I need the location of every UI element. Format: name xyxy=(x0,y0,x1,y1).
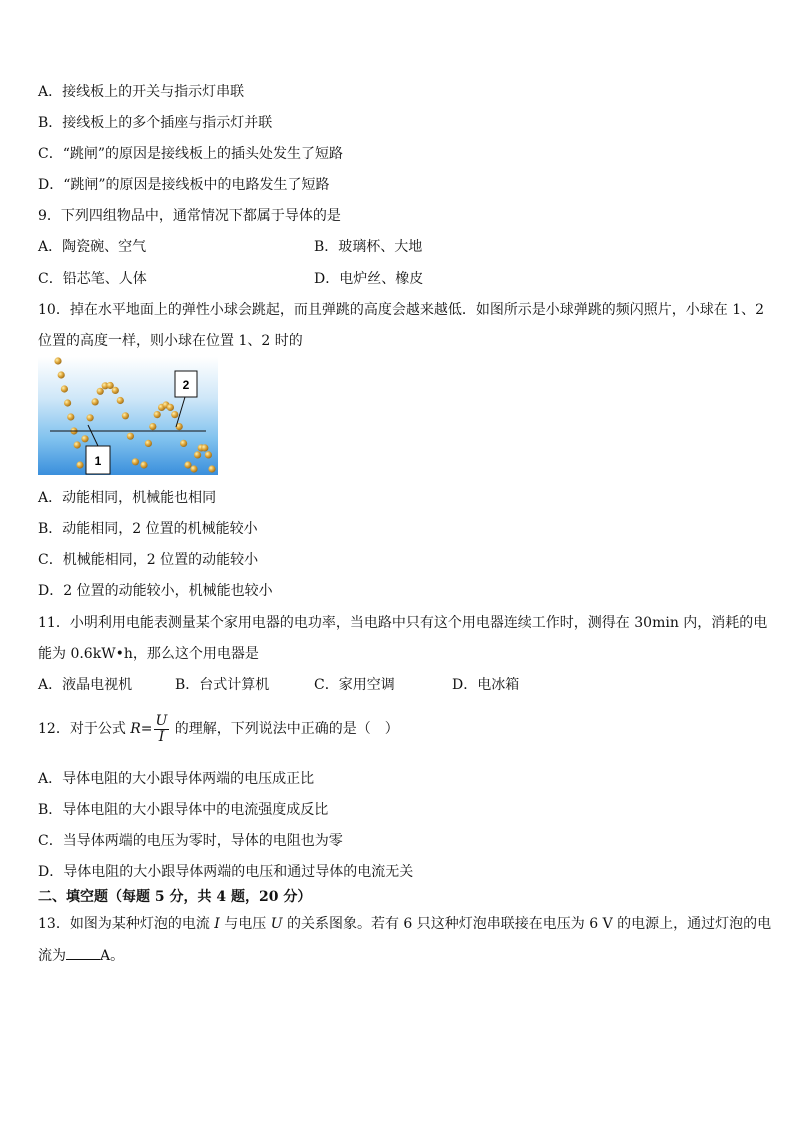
ball xyxy=(149,423,156,430)
ball xyxy=(58,371,65,378)
q10-option-a: A．动能相同，机械能也相同 xyxy=(38,490,217,506)
q8-option-d: D．“跳闸”的原因是接线板中的电路发生了短路 xyxy=(38,177,330,193)
ball xyxy=(140,461,147,468)
q12-stem-prefix: 12．对于公式 xyxy=(38,721,131,737)
ball xyxy=(112,387,119,394)
q12-stem-suffix: 的理解，下列说法中正确的是（ ） xyxy=(170,721,399,737)
q10-option-c: C．机械能相同，2 位置的动能较小 xyxy=(38,552,259,568)
q11-option-d: D．电冰箱 xyxy=(452,677,520,693)
ball xyxy=(145,440,152,447)
ball xyxy=(74,441,81,448)
formula-fraction xyxy=(154,714,170,745)
q13-stem-line2 xyxy=(38,946,124,965)
formula-denominator: I xyxy=(158,728,165,745)
ball xyxy=(171,411,178,418)
ball xyxy=(205,451,212,458)
q8-option-c: C．“跳闸”的原因是接线板上的插头处发生了短路 xyxy=(38,146,344,162)
answer-blank[interactable] xyxy=(66,946,100,960)
formula-lhs: R= xyxy=(130,721,153,737)
q10-option-d: D．2 位置的动能较小，机械能也较小 xyxy=(38,583,273,599)
ball xyxy=(67,413,74,420)
ball xyxy=(81,435,88,442)
ball xyxy=(208,465,215,472)
ball xyxy=(154,411,161,418)
ball xyxy=(127,433,134,440)
q8-option-a: A．接线板上的开关与指示灯串联 xyxy=(38,84,245,100)
q10-stem-line1: 10．掉在水平地面上的弹性小球会跳起，而且弹跳的高度会越来越低．如图所示是小球弹跳的频闪照片，小球在 1、2 xyxy=(38,302,765,318)
q10-option-b: B．动能相同，2 位置的机械能较小 xyxy=(38,521,258,537)
q9-option-a: A．陶瓷碗、空气 xyxy=(38,239,147,255)
ball xyxy=(194,451,201,458)
ball xyxy=(92,398,99,405)
ball xyxy=(97,388,104,395)
q12-stem xyxy=(38,712,399,746)
q9-option-c: C．铅芯笔、人体 xyxy=(38,271,147,287)
q13-stem-line1 xyxy=(38,915,771,933)
q11-stem-line1: 11．小明利用电能表测量某个家用电器的电功率，当电路中只有这个用电器连续工作时，测得在 30min 内，消耗的电 xyxy=(38,615,768,631)
ball xyxy=(190,465,197,472)
ball xyxy=(132,458,139,465)
q13-var-u: U xyxy=(270,916,283,932)
q13-var-i: I xyxy=(214,916,220,932)
q13-part3: 的关系图象。若有 6 只这种灯泡串联接在电压为 6 V 的电源上，通过灯泡的电 xyxy=(282,916,772,932)
position-label-2: 2 xyxy=(182,378,190,392)
q8-option-b: B．接线板上的多个插座与指示灯并联 xyxy=(38,115,273,131)
q12-option-a: A．导体电阻的大小跟导体两端的电压成正比 xyxy=(38,771,315,787)
formula-numerator: U xyxy=(155,712,168,729)
ball xyxy=(87,414,94,421)
q12-option-c: C．当导体两端的电压为零时，导体的电阻也为零 xyxy=(38,833,343,849)
q9-option-b: B．玻璃杯、大地 xyxy=(314,239,423,255)
q13-line2-after: A。 xyxy=(100,948,125,964)
q13-part2: 与电压 xyxy=(219,916,271,932)
q10-stem-line2: 位置的高度一样，则小球在位置 1、2 时的 xyxy=(38,333,303,349)
ball xyxy=(64,399,71,406)
ball xyxy=(184,461,191,468)
ball xyxy=(180,440,187,447)
q11-option-a: A．液晶电视机 xyxy=(38,677,133,693)
q11-option-c: C．家用空调 xyxy=(314,677,395,693)
section-heading-fill-in: 二、填空题（每题 5 分，共 4 题，20 分） xyxy=(38,889,312,905)
ball xyxy=(54,357,61,364)
q13-part1: 13．如图为某种灯泡的电流 xyxy=(38,916,215,932)
q12-option-b: B．导体电阻的大小跟导体中的电流强度成反比 xyxy=(38,802,329,818)
ball xyxy=(167,404,174,411)
position-label-1: 1 xyxy=(94,454,102,468)
ball xyxy=(201,444,208,451)
ball xyxy=(117,397,124,404)
q11-stem-line2: 能为 0.6kW•h，那么这个用电器是 xyxy=(38,646,259,662)
q13-line2-before: 流为 xyxy=(38,948,66,964)
ball xyxy=(76,461,83,468)
q12-option-d: D．导体电阻的大小跟导体两端的电压和通过导体的电流无关 xyxy=(38,864,414,880)
ball xyxy=(61,385,68,392)
ball xyxy=(122,412,129,419)
bouncing-ball-photo xyxy=(38,357,218,475)
q9-option-d: D．电炉丝、橡皮 xyxy=(314,271,424,287)
q11-option-b: B．台式计算机 xyxy=(175,677,270,693)
q9-stem: 9．下列四组物品中，通常情况下都属于导体的是 xyxy=(38,208,341,224)
